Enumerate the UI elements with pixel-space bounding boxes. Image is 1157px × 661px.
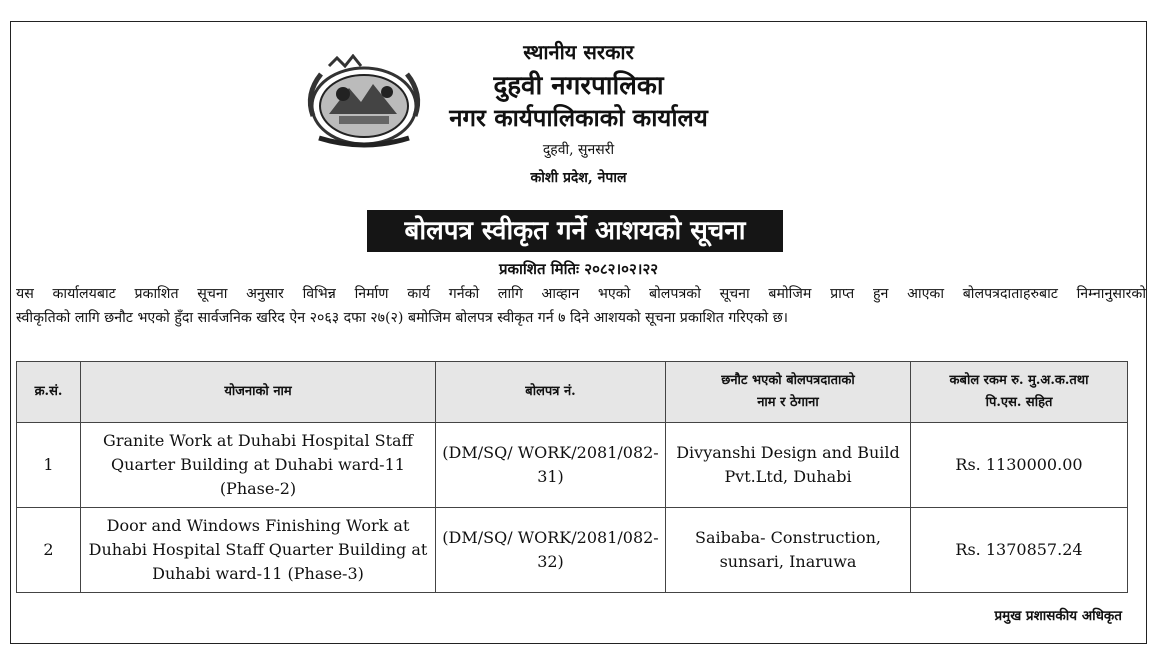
col-header-amount-line-2: पि.एस. सहित (985, 395, 1053, 410)
cell-bidder: Divyanshi Design and Build Pvt.Ltd, Duhabi (666, 423, 911, 508)
col-header-amount (911, 362, 1128, 423)
cell-project: Door and Windows Finishing Work at Duhabi Hospital Staff Quarter Building at Duhabi ward-11 (Phase-3) (81, 508, 436, 593)
col-header-amount-line-1: कबोल रकम रु. मु.अ.क.तथा (949, 373, 1089, 388)
table-row (17, 423, 1128, 508)
notice-paragraph-line-1: यस कार्यालयबाट प्रकाशित सूचना अनुसार विभिन्न निर्माण कार्य गर्नको लागि आव्हान भएको बोलपत्रको सूचना बमोजिम प्राप्त हुन आएका बोलपत्रदाताहरुबाट निम्नानुसारको (16, 286, 1146, 302)
header-address: दुहवी, सुनसरी (542, 142, 615, 158)
bid-table (16, 361, 1128, 593)
cell-sn: 2 (17, 508, 81, 593)
col-header-bidder (666, 362, 911, 423)
header-municipality-name: दुहवी नगरपालिका (493, 71, 664, 101)
published-date: प्रकाशित मितिः २०८२।०२।२२ (498, 260, 659, 278)
col-header-sn: क्र.सं. (17, 362, 81, 423)
table-header-row (17, 362, 1128, 423)
header-province: कोशी प्रदेश, नेपाल (530, 170, 627, 186)
header-office-name: नगर कार्यपालिकाको कार्यालय (449, 103, 708, 132)
cell-bidder: Saibaba- Construction, sunsari, Inaruwa (666, 508, 911, 593)
cell-project: Granite Work at Duhabi Hospital Staff Quarter Building at Duhabi ward-11 (Phase-2) (81, 423, 436, 508)
col-header-project: योजनाको नाम (81, 362, 436, 423)
notice-title-banner: बोलपत्र स्वीकृत गर्ने आशयको सूचना (367, 210, 783, 252)
col-header-bidder-line-2: नाम र ठेगाना (757, 395, 819, 410)
signature-title: प्रमुख प्रशासकीय अधिकृत (994, 608, 1122, 624)
table-row (17, 508, 1128, 593)
cell-amount: Rs. 1130000.00 (911, 423, 1128, 508)
notice-paragraph-line-2: स्वीकृतिको लागि छनौट भएको हुँदा सार्वजनिक खरिद ऐन २०६३ दफा २७(२) बमोजिम बोलपत्र स्वीकृत गर्न ७ दिने आशयको सूचना प्रकाशित गरिएको छ। (16, 310, 789, 326)
col-header-bid-no: बोलपत्र नं. (436, 362, 666, 423)
cell-sn: 1 (17, 423, 81, 508)
notice-paragraph (16, 282, 1146, 330)
header-line-local-government: स्थानीय सरकार (523, 40, 634, 64)
col-header-bidder-line-1: छनौट भएको बोलपत्रदाताको (721, 373, 855, 388)
cell-amount: Rs. 1370857.24 (911, 508, 1128, 593)
cell-bid-no: (DM/SQ/ WORK/2081/082-31) (436, 423, 666, 508)
cell-bid-no: (DM/SQ/ WORK/2081/082-32) (436, 508, 666, 593)
